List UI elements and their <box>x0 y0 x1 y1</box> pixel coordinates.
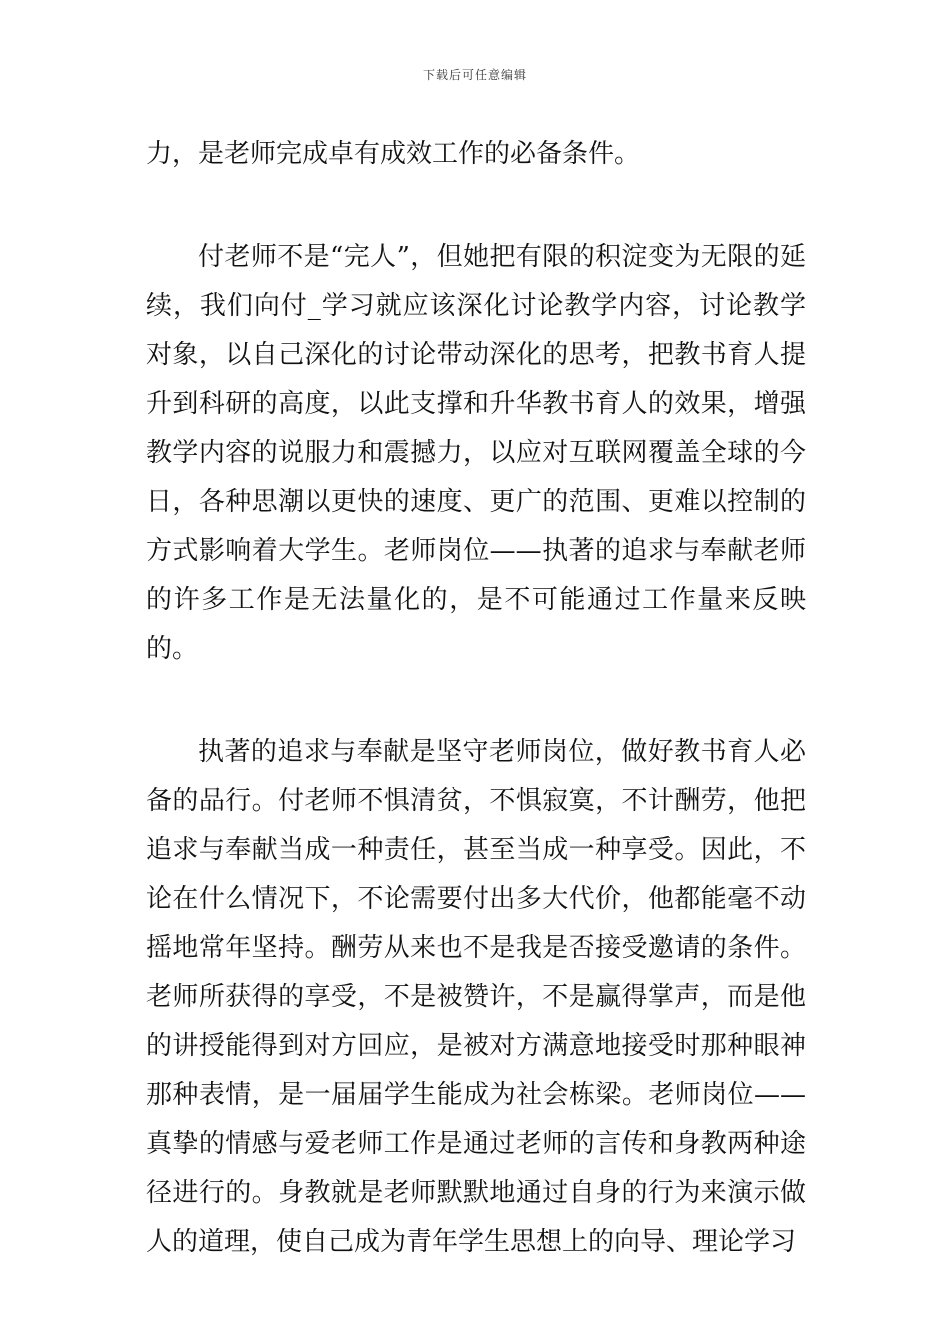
paragraph-continuation: 力，是老师完成卓有成效工作的必备条件。 <box>146 139 641 169</box>
page-header: 下载后可任意编辑 <box>422 68 527 82</box>
paragraph: 执著的追求与奉献是坚守老师岗位，做好教书育人必备的品行。付老师不惧清贫，不惧寂寞，不计酬劳，他把追求与奉献当成一种责任，甚至当成一种享受。因此，不论在什么情况下，不论需要付出多大代价，他都能毫不动摇地常年坚持。酬劳从来也不是我是否接受邀请的条件。老师所获得的享受，不是被赞许，不是赢得掌声，而是他的讲授能得到对方回应，是被对方满意地接受时那种眼神那种表情，是一届届学生能成为社会栋梁。老师岗位——真挚的情感与爱老师工作是通过老师的言传和身教两种途径进行的。身教就是老师默默地通过自身的行为来演示做人的道理，使自己成为青年学生思想上的向导、理论学习 <box>146 737 806 1257</box>
paragraph: 付老师不是“完人”，但她把有限的积淀变为无限的延续，我们向付_学习就应该深化讨论教学内容，讨论教学对象，以自己深化的讨论带动深化的思考，把教书育人提升到科研的高度，以此支撑和升华教书育人的效果，增强教学内容的说服力和震撼力，以应对互联网覆盖全球的今日，各种思潮以更快的速度、更广的范围、更难以控制的方式影响着大学生。老师岗位——执著的追求与奉献老师的许多工作是无法量化的，是不可能通过工作量来反映的。 <box>146 242 806 664</box>
paragraph-spacer <box>146 674 806 728</box>
document-body <box>146 130 806 1267</box>
paragraph-spacer <box>146 179 806 233</box>
